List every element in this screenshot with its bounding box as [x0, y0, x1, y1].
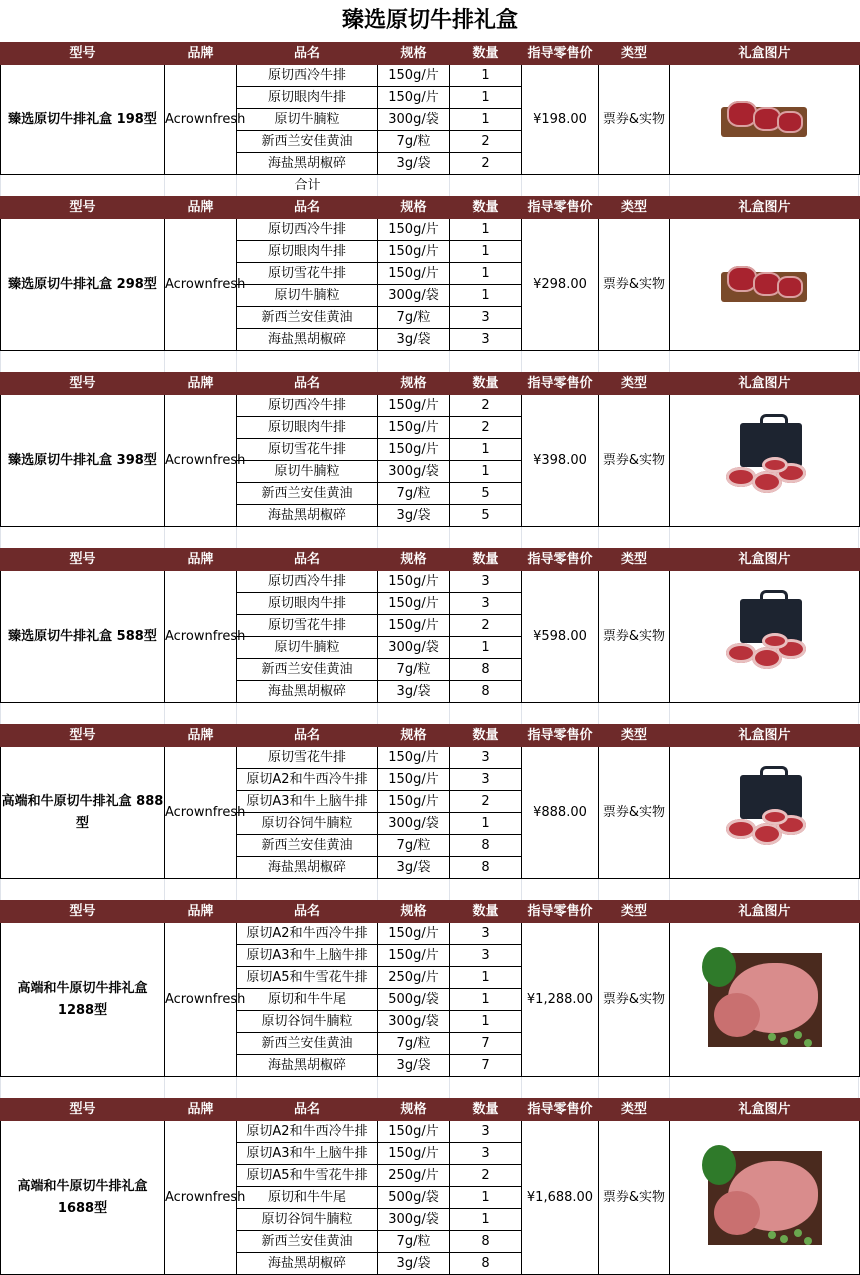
item-name: 新西兰安佳黄油: [237, 1231, 378, 1253]
spacer-row: [0, 175, 860, 196]
gift-box-image: [722, 775, 808, 851]
item-spec: 3g/袋: [378, 329, 450, 351]
column-header: 礼盒图片: [670, 901, 860, 923]
item-spec: 150g/片: [378, 1121, 450, 1143]
item-spec: 150g/片: [378, 747, 450, 769]
price-sheet: [0, 42, 860, 1275]
table-row: [1, 219, 860, 241]
header-row: [1, 197, 860, 219]
model-cell: 臻选原切牛排礼盒 198型: [1, 65, 165, 175]
gift-box-image: [722, 423, 808, 499]
item-spec: 150g/片: [378, 65, 450, 87]
item-qty: 1: [450, 219, 522, 241]
item-spec: 150g/片: [378, 615, 450, 637]
column-header: 规格: [378, 43, 450, 65]
item-spec: 7g/粒: [378, 659, 450, 681]
item-spec: 300g/袋: [378, 813, 450, 835]
header-row: [1, 373, 860, 395]
page-title: 臻选原切牛排礼盒: [341, 8, 518, 33]
column-header: 类型: [599, 43, 670, 65]
steak-board-image: [719, 260, 811, 310]
item-name: 新西兰安佳黄油: [237, 835, 378, 857]
item-qty: 2: [450, 1165, 522, 1187]
column-header: 礼盒图片: [670, 197, 860, 219]
subtotal-label: 合计: [294, 178, 321, 193]
item-qty: 3: [450, 329, 522, 351]
item-name: 海盐黑胡椒碎: [237, 1253, 378, 1275]
item-name: 原切和牛牛尾: [237, 989, 378, 1011]
item-qty: 1: [450, 1011, 522, 1033]
column-header: 型号: [1, 725, 165, 747]
column-header: 数量: [450, 43, 522, 65]
column-header: 类型: [599, 1099, 670, 1121]
item-spec: 3g/袋: [378, 1055, 450, 1077]
gift-picture-cell: [670, 219, 860, 351]
item-name: 原切谷饲牛腩粒: [237, 813, 378, 835]
price-cell: ¥888.00: [522, 747, 599, 879]
price-cell: ¥598.00: [522, 571, 599, 703]
header-row: [1, 43, 860, 65]
column-header: 规格: [378, 901, 450, 923]
item-name: 原切牛腩粒: [237, 285, 378, 307]
price-cell: ¥198.00: [522, 65, 599, 175]
column-header: 指导零售价: [522, 1099, 599, 1121]
item-qty: 1: [450, 285, 522, 307]
column-header: 品名: [237, 43, 378, 65]
price-cell: ¥1,288.00: [522, 923, 599, 1077]
header-row: [1, 549, 860, 571]
item-spec: 7g/粒: [378, 483, 450, 505]
product-block: [0, 1098, 860, 1275]
column-header: 类型: [599, 549, 670, 571]
table-row: [1, 923, 860, 945]
item-spec: 7g/粒: [378, 1231, 450, 1253]
item-name: 原切A2和牛西冷牛排: [237, 1121, 378, 1143]
table-row: [1, 65, 860, 87]
item-spec: 150g/片: [378, 219, 450, 241]
item-spec: 300g/袋: [378, 461, 450, 483]
type-cell: 票券&实物: [599, 923, 670, 1077]
item-spec: 150g/片: [378, 945, 450, 967]
column-header: 指导零售价: [522, 43, 599, 65]
column-header: 规格: [378, 549, 450, 571]
item-qty: 1: [450, 967, 522, 989]
item-qty: 1: [450, 637, 522, 659]
column-header: 品牌: [165, 373, 237, 395]
item-name: 海盐黑胡椒碎: [237, 153, 378, 175]
column-header: 品名: [237, 901, 378, 923]
item-name: 原切牛腩粒: [237, 461, 378, 483]
column-header: 指导零售价: [522, 901, 599, 923]
item-spec: 300g/袋: [378, 285, 450, 307]
item-name: 原切雪花牛排: [237, 439, 378, 461]
item-name: 原切A3和牛上脑牛排: [237, 945, 378, 967]
column-header: 数量: [450, 725, 522, 747]
item-qty: 8: [450, 857, 522, 879]
item-qty: 1: [450, 1187, 522, 1209]
header-row: [1, 901, 860, 923]
column-header: 规格: [378, 373, 450, 395]
column-header: 类型: [599, 197, 670, 219]
item-spec: 150g/片: [378, 1143, 450, 1165]
item-spec: 500g/袋: [378, 989, 450, 1011]
brand-cell: Acrownfresh: [165, 65, 237, 175]
column-header: 型号: [1, 1099, 165, 1121]
item-spec: 150g/片: [378, 439, 450, 461]
spacer-row: [0, 703, 860, 724]
column-header: 类型: [599, 725, 670, 747]
item-qty: 2: [450, 395, 522, 417]
brand-cell: Acrownfresh: [165, 395, 237, 527]
item-name: 新西兰安佳黄油: [237, 131, 378, 153]
item-qty: 3: [450, 1143, 522, 1165]
item-spec: 150g/片: [378, 87, 450, 109]
column-header: 品名: [237, 197, 378, 219]
item-name: 原切雪花牛排: [237, 615, 378, 637]
gift-picture-cell: [670, 395, 860, 527]
gift-picture-cell: [670, 747, 860, 879]
model-cell: 臻选原切牛排礼盒 398型: [1, 395, 165, 527]
product-block: [0, 900, 860, 1077]
item-name: 原切A3和牛上脑牛排: [237, 1143, 378, 1165]
column-header: 品牌: [165, 43, 237, 65]
item-qty: 8: [450, 1253, 522, 1275]
column-header: 指导零售价: [522, 197, 599, 219]
brand-cell: Acrownfresh: [165, 923, 237, 1077]
item-spec: 3g/袋: [378, 153, 450, 175]
column-header: 礼盒图片: [670, 43, 860, 65]
item-qty: 3: [450, 945, 522, 967]
column-header: 数量: [450, 901, 522, 923]
item-spec: 3g/袋: [378, 505, 450, 527]
item-name: 原切牛腩粒: [237, 637, 378, 659]
item-qty: 3: [450, 593, 522, 615]
item-spec: 3g/袋: [378, 1253, 450, 1275]
item-qty: 5: [450, 505, 522, 527]
spacer-row: [0, 1077, 860, 1098]
column-header: 指导零售价: [522, 725, 599, 747]
item-qty: 7: [450, 1055, 522, 1077]
item-qty: 5: [450, 483, 522, 505]
column-header: 品牌: [165, 1099, 237, 1121]
item-spec: 150g/片: [378, 571, 450, 593]
column-header: 数量: [450, 1099, 522, 1121]
column-header: 品牌: [165, 549, 237, 571]
column-header: 类型: [599, 901, 670, 923]
table-row: [1, 571, 860, 593]
model-cell: 臻选原切牛排礼盒 588型: [1, 571, 165, 703]
column-header: 型号: [1, 43, 165, 65]
column-header: 品牌: [165, 901, 237, 923]
item-qty: 3: [450, 747, 522, 769]
product-block: [0, 548, 860, 703]
model-cell: 高端和牛原切牛排礼盒 888型: [1, 747, 165, 879]
column-header: 数量: [450, 549, 522, 571]
model-cell: 高端和牛原切牛排礼盒 1688型: [1, 1121, 165, 1275]
gift-picture-cell: [670, 65, 860, 175]
product-block: [0, 42, 860, 175]
price-cell: ¥298.00: [522, 219, 599, 351]
item-spec: 150g/片: [378, 923, 450, 945]
model-cell: 高端和牛原切牛排礼盒 1288型: [1, 923, 165, 1077]
item-name: 原切A2和牛西冷牛排: [237, 769, 378, 791]
wagyu-image: [708, 1151, 822, 1245]
brand-cell: Acrownfresh: [165, 571, 237, 703]
item-name: 新西兰安佳黄油: [237, 307, 378, 329]
item-name: 原切西冷牛排: [237, 65, 378, 87]
product-block: [0, 196, 860, 351]
item-name: 原切西冷牛排: [237, 571, 378, 593]
spacer-row: [0, 879, 860, 900]
price-cell: ¥1,688.00: [522, 1121, 599, 1275]
column-header: 品牌: [165, 725, 237, 747]
item-name: 原切雪花牛排: [237, 263, 378, 285]
type-cell: 票券&实物: [599, 747, 670, 879]
header-row: [1, 1099, 860, 1121]
item-qty: 8: [450, 1231, 522, 1253]
item-name: 原切A5和牛雪花牛排: [237, 967, 378, 989]
item-name: 新西兰安佳黄油: [237, 659, 378, 681]
item-name: 海盐黑胡椒碎: [237, 329, 378, 351]
brand-cell: Acrownfresh: [165, 1121, 237, 1275]
column-header: 品名: [237, 725, 378, 747]
item-qty: 1: [450, 263, 522, 285]
item-spec: 150g/片: [378, 593, 450, 615]
item-name: 原切眼肉牛排: [237, 241, 378, 263]
item-qty: 1: [450, 109, 522, 131]
type-cell: 票券&实物: [599, 1121, 670, 1275]
item-name: 海盐黑胡椒碎: [237, 1055, 378, 1077]
column-header: 型号: [1, 373, 165, 395]
column-header: 品牌: [165, 197, 237, 219]
price-cell: ¥398.00: [522, 395, 599, 527]
item-qty: 8: [450, 681, 522, 703]
item-qty: 1: [450, 989, 522, 1011]
column-header: 品名: [237, 373, 378, 395]
column-header: 礼盒图片: [670, 725, 860, 747]
type-cell: 票券&实物: [599, 571, 670, 703]
gift-picture-cell: [670, 923, 860, 1077]
item-spec: 150g/片: [378, 241, 450, 263]
item-spec: 150g/片: [378, 417, 450, 439]
type-cell: 票券&实物: [599, 395, 670, 527]
gift-box-image: [722, 599, 808, 675]
brand-cell: Acrownfresh: [165, 219, 237, 351]
item-qty: 3: [450, 923, 522, 945]
item-qty: 1: [450, 1209, 522, 1231]
item-name: 原切和牛牛尾: [237, 1187, 378, 1209]
item-name: 原切眼肉牛排: [237, 87, 378, 109]
item-qty: 2: [450, 131, 522, 153]
item-spec: 3g/袋: [378, 681, 450, 703]
item-qty: 2: [450, 153, 522, 175]
item-spec: 150g/片: [378, 791, 450, 813]
column-header: 指导零售价: [522, 549, 599, 571]
item-spec: 7g/粒: [378, 835, 450, 857]
item-spec: 250g/片: [378, 967, 450, 989]
product-block: [0, 724, 860, 879]
item-qty: 8: [450, 835, 522, 857]
item-name: 原切A3和牛上脑牛排: [237, 791, 378, 813]
item-spec: 3g/袋: [378, 857, 450, 879]
item-name: 新西兰安佳黄油: [237, 1033, 378, 1055]
item-spec: 150g/片: [378, 395, 450, 417]
item-spec: 7g/粒: [378, 131, 450, 153]
column-header: 型号: [1, 901, 165, 923]
item-name: 原切西冷牛排: [237, 395, 378, 417]
item-name: 原切A5和牛雪花牛排: [237, 1165, 378, 1187]
item-qty: 7: [450, 1033, 522, 1055]
column-header: 指导零售价: [522, 373, 599, 395]
item-spec: 500g/袋: [378, 1187, 450, 1209]
item-qty: 1: [450, 439, 522, 461]
column-header: 规格: [378, 197, 450, 219]
item-name: 原切西冷牛排: [237, 219, 378, 241]
item-name: 新西兰安佳黄油: [237, 483, 378, 505]
item-spec: 7g/粒: [378, 1033, 450, 1055]
item-name: 原切眼肉牛排: [237, 593, 378, 615]
item-qty: 1: [450, 813, 522, 835]
table-row: [1, 747, 860, 769]
column-header: 型号: [1, 197, 165, 219]
item-qty: 1: [450, 241, 522, 263]
item-name: 海盐黑胡椒碎: [237, 681, 378, 703]
column-header: 数量: [450, 197, 522, 219]
item-qty: 2: [450, 615, 522, 637]
item-name: 海盐黑胡椒碎: [237, 505, 378, 527]
item-name: 海盐黑胡椒碎: [237, 857, 378, 879]
table-row: [1, 1121, 860, 1143]
table-row: [1, 395, 860, 417]
column-header: 规格: [378, 725, 450, 747]
item-name: 原切雪花牛排: [237, 747, 378, 769]
item-qty: 3: [450, 1121, 522, 1143]
column-header: 礼盒图片: [670, 1099, 860, 1121]
item-qty: 3: [450, 571, 522, 593]
gift-picture-cell: [670, 571, 860, 703]
gift-picture-cell: [670, 1121, 860, 1275]
item-qty: 1: [450, 87, 522, 109]
item-qty: 1: [450, 461, 522, 483]
item-spec: 250g/片: [378, 1165, 450, 1187]
column-header: 品名: [237, 549, 378, 571]
item-spec: 300g/袋: [378, 637, 450, 659]
steak-board-image: [719, 95, 811, 145]
item-qty: 2: [450, 791, 522, 813]
item-qty: 1: [450, 65, 522, 87]
column-header: 类型: [599, 373, 670, 395]
column-header: 礼盒图片: [670, 549, 860, 571]
item-spec: 150g/片: [378, 263, 450, 285]
column-header: 品名: [237, 1099, 378, 1121]
item-name: 原切A2和牛西冷牛排: [237, 923, 378, 945]
item-qty: 3: [450, 307, 522, 329]
item-spec: 150g/片: [378, 769, 450, 791]
spacer-row: [0, 527, 860, 548]
brand-cell: Acrownfresh: [165, 747, 237, 879]
type-cell: 票券&实物: [599, 65, 670, 175]
item-spec: 300g/袋: [378, 1209, 450, 1231]
item-spec: 300g/袋: [378, 109, 450, 131]
column-header: 礼盒图片: [670, 373, 860, 395]
item-name: 原切谷饲牛腩粒: [237, 1209, 378, 1231]
item-name: 原切牛腩粒: [237, 109, 378, 131]
item-qty: 3: [450, 769, 522, 791]
item-qty: 8: [450, 659, 522, 681]
column-header: 数量: [450, 373, 522, 395]
item-qty: 2: [450, 417, 522, 439]
wagyu-image: [708, 953, 822, 1047]
item-name: 原切眼肉牛排: [237, 417, 378, 439]
product-block: [0, 372, 860, 527]
item-spec: 300g/袋: [378, 1011, 450, 1033]
model-cell: 臻选原切牛排礼盒 298型: [1, 219, 165, 351]
column-header: 规格: [378, 1099, 450, 1121]
column-header: 型号: [1, 549, 165, 571]
type-cell: 票券&实物: [599, 219, 670, 351]
header-row: [1, 725, 860, 747]
item-spec: 7g/粒: [378, 307, 450, 329]
item-name: 原切谷饲牛腩粒: [237, 1011, 378, 1033]
spacer-row: [0, 351, 860, 372]
